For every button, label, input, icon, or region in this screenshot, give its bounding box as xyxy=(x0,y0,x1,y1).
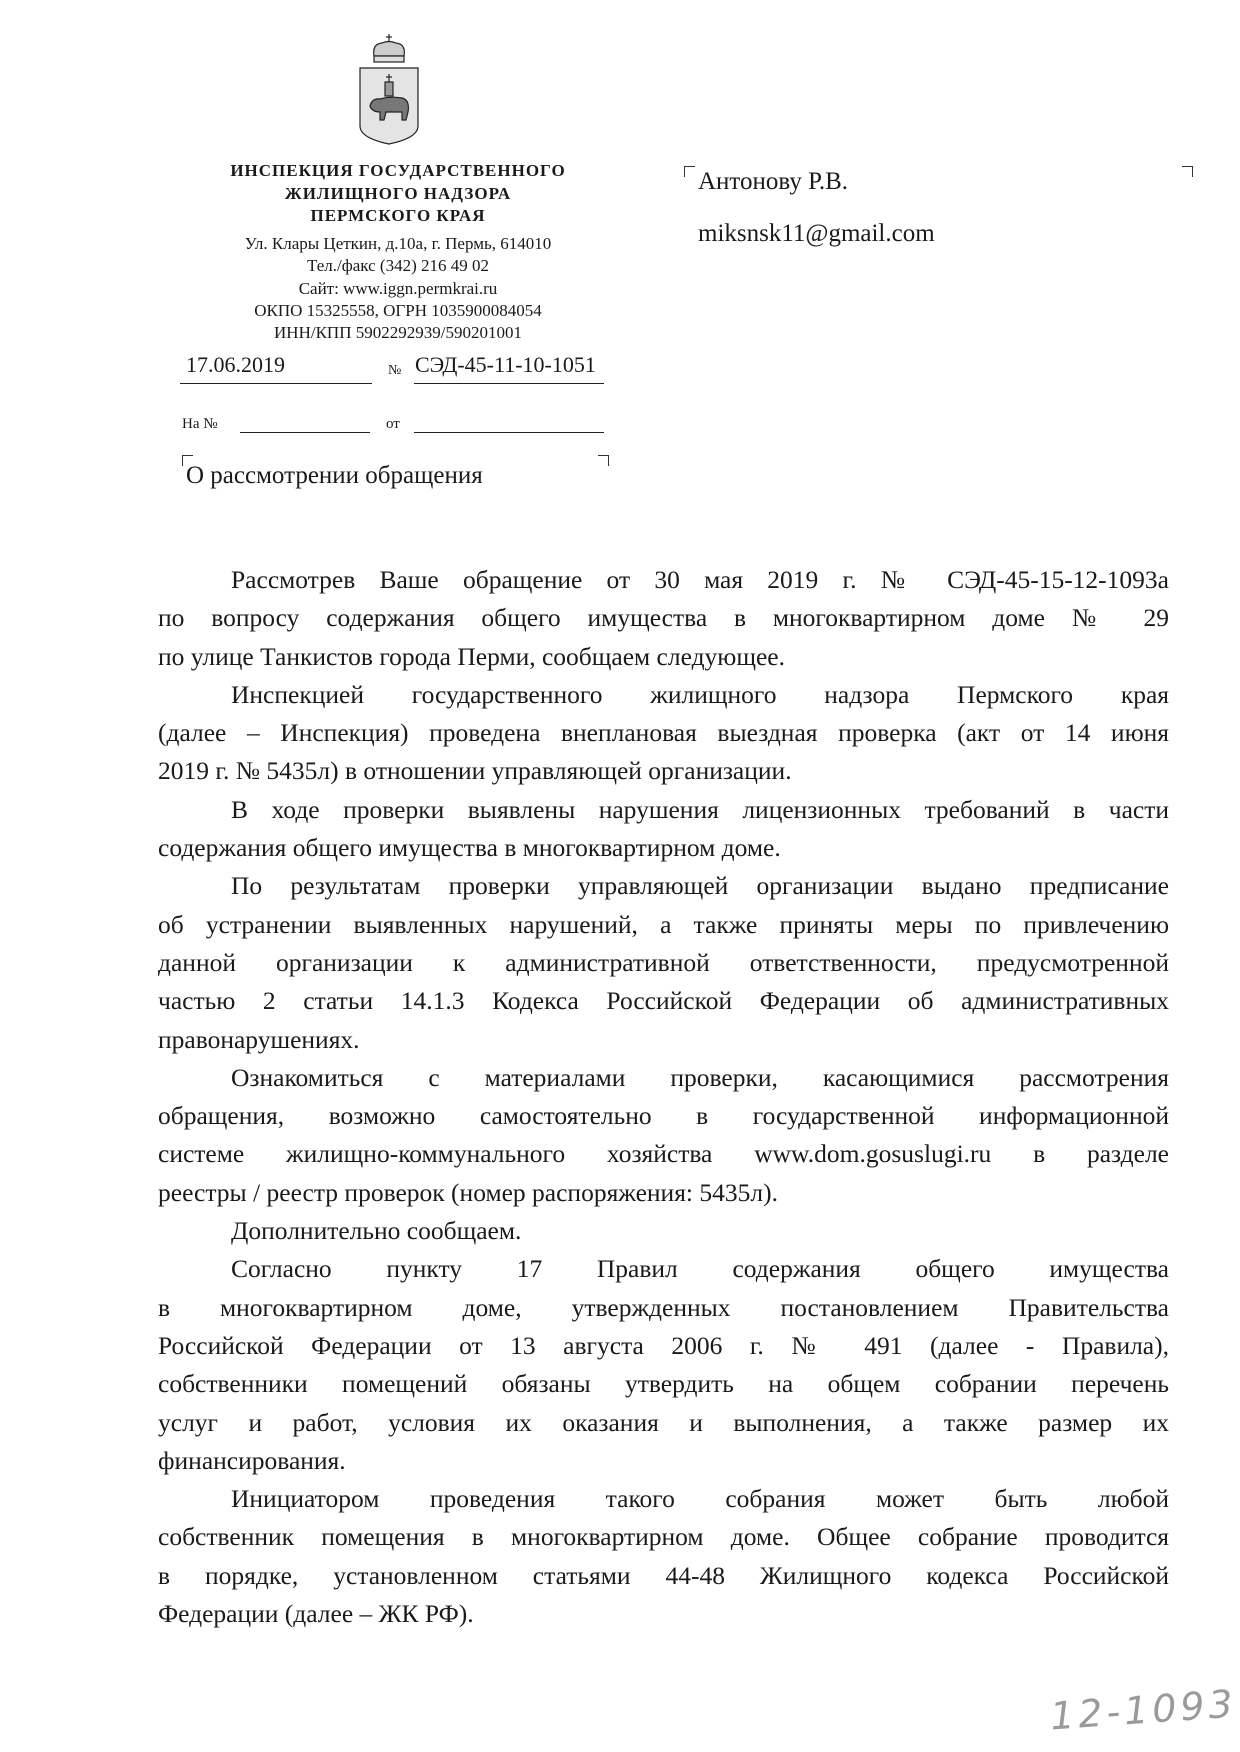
subject-corner-right xyxy=(598,455,609,466)
reply-to-label: На № xyxy=(182,416,218,432)
document-date: 17.06.2019 xyxy=(186,352,285,377)
paragraph xyxy=(158,1212,1169,1250)
paragraph-line: системе жилищно-коммунального хозяйства www.dom.gosuslugi.ru в разделе xyxy=(158,1139,1169,1169)
number-underline xyxy=(414,383,604,384)
address-line: Ул. Клары Цеткин, д.10а, г. Пермь, 614010 xyxy=(244,234,552,253)
inn-kpp-line: ИНН/КПП 5902292939/590201001 xyxy=(274,323,522,343)
recipient-corner-right xyxy=(1182,166,1193,177)
paragraph xyxy=(158,676,1169,791)
paragraph-line: По результатам проверки управляющей организации выдано предписание xyxy=(231,871,1169,901)
org-name-line: ЖИЛИЩНОГО НАДЗОРА xyxy=(284,183,512,203)
handwritten-note: 12-1093 xyxy=(1048,1681,1239,1739)
paragraph-line: частью 2 статьи 14.1.3 Кодекса Российской Федерации об административных xyxy=(158,986,1169,1016)
okpo-ogrn-line: ОКПО 15325558, ОГРН 1035900084054 xyxy=(254,300,542,320)
paragraph-line: данной организации к административной ответственности, предусмотренной xyxy=(158,947,1169,977)
subject-line: О рассмотрении обращения xyxy=(186,462,483,489)
paragraph-line: 2019 г. № 5435л) в отношении управляющей организации. xyxy=(158,756,792,786)
paragraph xyxy=(158,1480,1169,1633)
paragraph xyxy=(158,1250,1169,1480)
paragraph-line: В ходе проверки выявлены нарушения лицензионных требований в части xyxy=(231,794,1169,824)
paragraph-line: Инспекцией государственного жилищного надзора Пермского края xyxy=(231,679,1169,709)
paragraph-line: Федерации (далее – ЖК РФ). xyxy=(158,1599,474,1629)
paragraph-line: реестры / реестр проверок (номер распоряжения: 5435л). xyxy=(158,1177,778,1207)
paragraph-line: в многоквартирном доме, утвержденных постановлением Правительства xyxy=(158,1292,1169,1322)
paragraph-line: обращения, возможно самостоятельно в государственной информационной xyxy=(158,1101,1169,1131)
paragraph-line: правонарушениях. xyxy=(158,1024,360,1054)
perm-krai-coat-of-arms-icon xyxy=(356,32,422,150)
paragraph-line: Инициатором проведения такого собрания может быть любой xyxy=(231,1484,1169,1514)
paragraph-line: по вопросу содержания общего имущества в многоквартирном доме № 29 xyxy=(158,603,1169,633)
address-line: Тел./факс (342) 216 49 02 xyxy=(306,256,489,276)
paragraph-line: собственник помещения в многоквартирном доме. Общее собрание проводится xyxy=(158,1522,1169,1552)
recipient-email: miksnsk11@gmail.com xyxy=(698,220,935,247)
paragraph-line: Согласно пункту 17 Правил содержания общего имущества xyxy=(231,1254,1169,1284)
reply-from-underline xyxy=(414,432,604,433)
paragraph xyxy=(158,791,1169,868)
organization-address xyxy=(180,233,616,344)
reply-from-label: от xyxy=(386,416,400,432)
recipient-name: Антонову Р.В. xyxy=(698,168,849,195)
paragraph-line: Рассмотрев Ваше обращение от 30 мая 2019 г. № СЭД-45-15-12-1093а xyxy=(231,565,1169,594)
paragraph-line: в порядке, установленном статьями 44-48 Жилищного кодекса Российской xyxy=(158,1560,1169,1590)
paragraph-line: об устранении выявленных нарушений, а также приняты меры по привлечению xyxy=(158,909,1169,939)
paragraph-line: Дополнительно сообщаем. xyxy=(231,1216,522,1246)
org-name-line: ПЕРМСКОГО КРАЯ xyxy=(310,206,486,225)
date-underline xyxy=(180,383,372,384)
paragraph xyxy=(158,561,1169,676)
paragraph-line: услуг и работ, условия их оказания и выполнения, а также размер их xyxy=(158,1407,1169,1437)
letter-body xyxy=(158,561,1169,1633)
paragraph-line: содержания общего имущества в многоквартирном доме. xyxy=(158,833,781,863)
paragraph-line: (далее – Инспекция) проведена внеплановая выездная проверка (акт от 14 июня xyxy=(158,718,1169,748)
paragraph xyxy=(158,867,1169,1058)
paragraph-line: собственники помещений обязаны утвердить на общем собрании перечень xyxy=(158,1369,1169,1399)
recipient-corner-left xyxy=(684,166,695,177)
paragraph-line: по улице Танкистов города Перми, сообщаем следующее. xyxy=(158,641,786,671)
paragraph xyxy=(158,1059,1169,1212)
paragraph-line: Ознакомиться с материалами проверки, касающимися рассмотрения xyxy=(231,1062,1169,1092)
reply-to-underline xyxy=(240,432,370,433)
paragraph-line: финансирования. xyxy=(158,1445,346,1475)
organization-name xyxy=(180,160,616,228)
paragraph-line: Российской Федерации от 13 августа 2006 г. № 491 (далее - Правила), xyxy=(158,1330,1169,1360)
number-sign: № xyxy=(388,363,402,378)
website-line: Сайт: www.iggn.permkrai.ru xyxy=(298,278,498,298)
registration-number: СЭД-45-11-10-1051 xyxy=(415,352,596,377)
org-name-line: ИНСПЕКЦИЯ ГОСУДАРСТВЕННОГО xyxy=(230,161,566,180)
